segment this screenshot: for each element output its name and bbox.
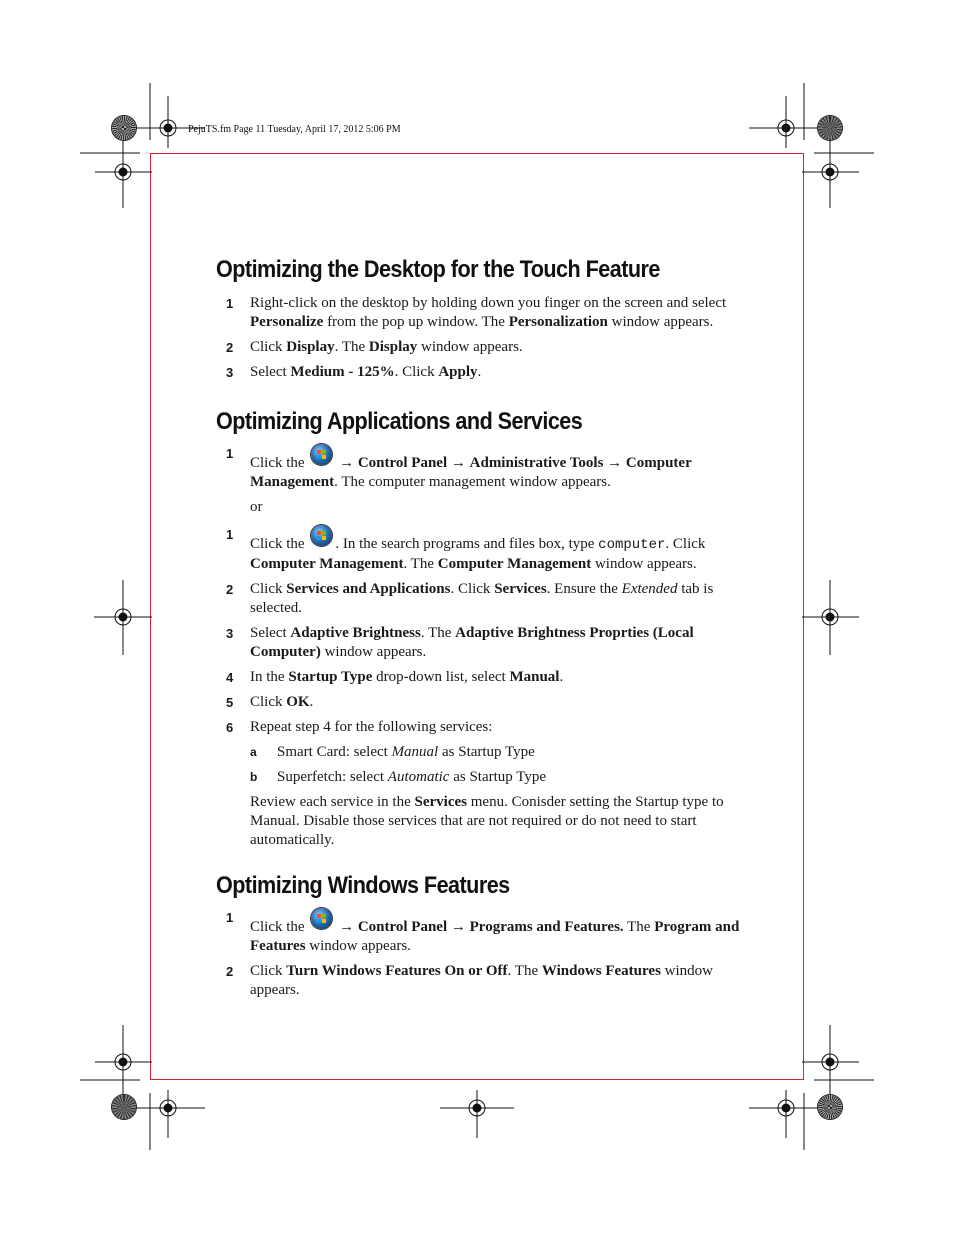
list-item: 1 Click the → Control Panel → Programs and Features. The Program and Features window appears. xyxy=(226,910,740,954)
or-text: or xyxy=(250,499,263,515)
color-rosette-icon xyxy=(818,116,842,140)
slug-line: PejuTS.fm Page 11 Tuesday, April 17, 2012 5:06 PM xyxy=(188,124,401,135)
color-rosette-icon xyxy=(818,1095,842,1119)
list-item: 2 Click Display. The Display window appears. xyxy=(226,339,523,355)
list-item: 3 Select Adaptive Brightness. The Adaptive Brightness Proprties (Local Computer) window appears. xyxy=(226,625,694,660)
list-item: 5 Click OK. xyxy=(226,694,314,710)
list-item: 3 Select Medium - 125%. Click Apply. xyxy=(226,364,482,380)
section-title: Optimizing Applications and Services xyxy=(216,408,583,435)
list-item: 4 In the Startup Type drop-down list, select Manual. xyxy=(226,669,564,685)
list-item: 1 Click the . In the search programs and files box, type computer. Click Computer Management. The Computer Management window appears. xyxy=(226,527,706,572)
list-item: a Smart Card: select Manual as Startup Type xyxy=(250,744,535,760)
section-title: Optimizing the Desktop for the Touch Feature xyxy=(216,256,660,283)
list-item: 1 Right-click on the desktop by holding down you finger on the screen and select Personalize from the pop up window. The Personalization window appears. xyxy=(226,295,727,330)
windows-start-orb-icon xyxy=(311,908,332,929)
color-rosette-icon xyxy=(112,1095,136,1119)
list-item: 2 Click Services and Applications. Click Services. Ensure the Extended tab is selected. xyxy=(226,581,714,616)
list-item: 6 Repeat step 4 for the following services: xyxy=(226,719,493,735)
page-content xyxy=(216,256,746,1000)
list-item: 1 Click the → Control Panel → Administrative Tools → Computer Management. The computer management window appears. xyxy=(226,446,692,490)
list-item: b Superfetch: select Automatic as Startup Type xyxy=(250,769,547,785)
color-rosette-icon xyxy=(112,116,136,140)
windows-start-orb-icon xyxy=(311,525,332,546)
list-item: 2 Click Turn Windows Features On or Off. The Windows Features window appears. xyxy=(226,963,713,998)
windows-start-orb-icon xyxy=(311,444,332,465)
review-paragraph: Review each service in the Services menu. Conisder setting the Startup type to Manual. Disable those services that are not required or do not need to start automatically. xyxy=(250,794,724,848)
section-title: Optimizing Windows Features xyxy=(216,872,510,899)
